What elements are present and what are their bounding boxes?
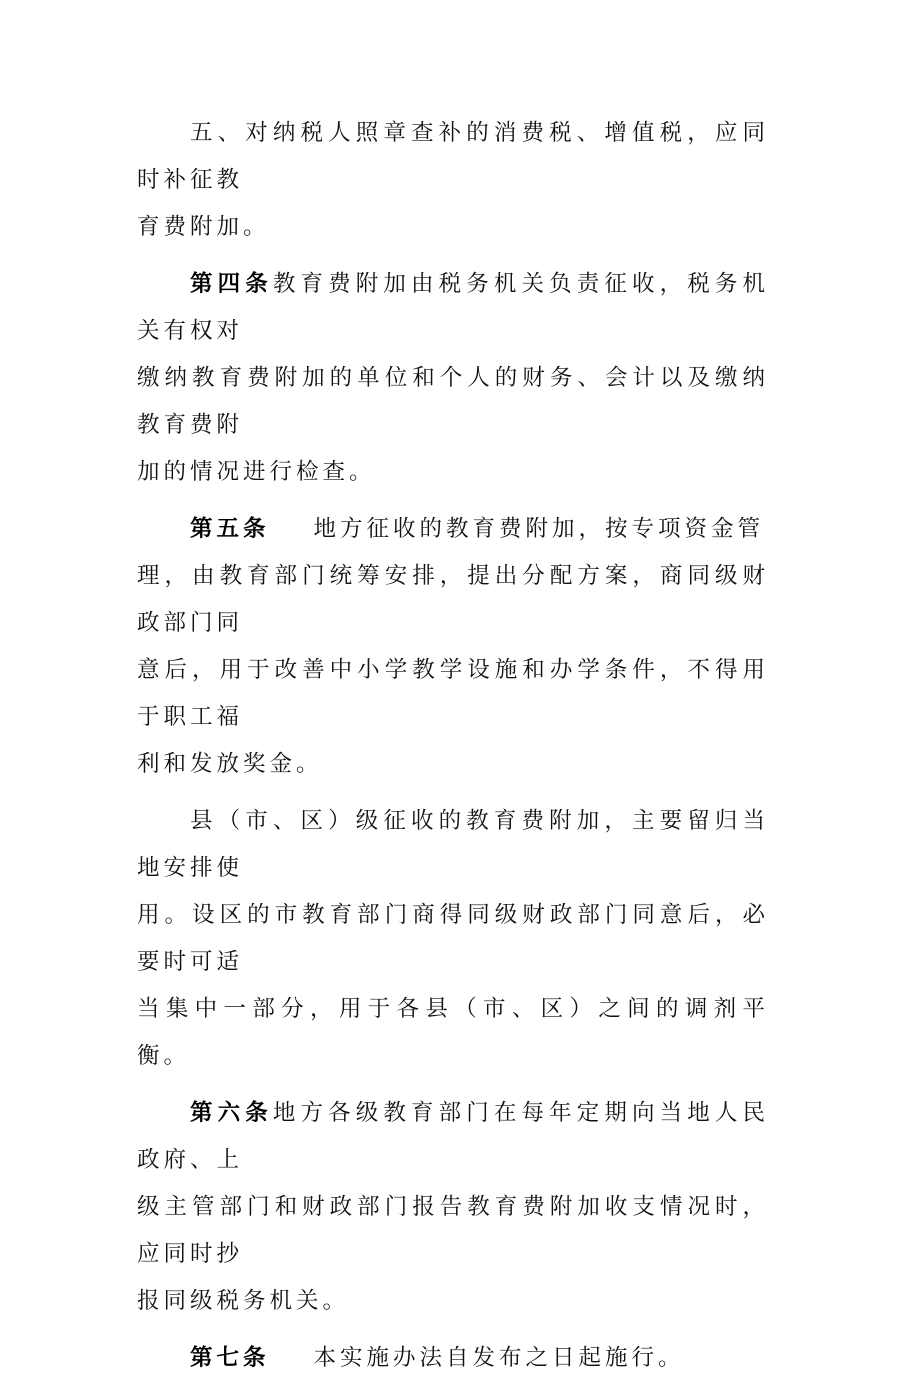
paragraph-line: 意后，用于改善中小学教学设施和办学条件，不得用于职工福 [137,657,769,730]
paragraph-line: 教育费附加由税务机关负责征收，税务机关有权对 [137,271,769,344]
article-5-heading: 第五条 [190,516,270,542]
article-6 [137,1090,769,1325]
paragraph-line: 利和发放奖金。 [137,751,323,777]
paragraph-line: 五、对纳税人照章查补的消费税、增值税，应同时补征教 [137,120,769,193]
paragraph-line: 用。设区的市教育部门商得同级财政部门同意后，必要时可适 [137,902,769,975]
document-body [137,110,769,1392]
paragraph-line: 级主管部门和财政部门报告教育费附加收支情况时，应同时抄 [137,1194,769,1267]
article-5-continued [137,798,769,1080]
paragraph-line: 当集中一部分，用于各县（市、区）之间的调剂平衡。 [137,996,769,1069]
article-4 [137,261,769,496]
article-7-heading: 第七条 [190,1345,270,1371]
article-4-first-line [137,261,769,355]
paragraph-item-5 [137,110,769,251]
paragraph-line: 理，由教育部门统筹安排，提出分配方案，商同级财政部门同 [137,563,769,636]
article-7 [137,1335,769,1382]
article-7-first-line [137,1335,769,1382]
article-5-first-line [137,506,769,553]
paragraph-line: 地方征收的教育费附加，按专项资金管 [313,516,765,542]
paragraph-line: 本实施办法自发布之日起施行。 [313,1345,685,1371]
paragraph-line: 县（市、区）级征收的教育费附加，主要留归当地安排使 [137,808,769,881]
paragraph-line: 加的情况进行检查。 [137,459,376,485]
article-6-first-line [137,1090,769,1184]
paragraph-line: 育费附加。 [137,214,270,240]
article-4-heading: 第四条 [190,271,273,297]
article-5 [137,506,769,788]
article-6-heading: 第六条 [190,1100,273,1126]
paragraph-line: 缴纳教育费附加的单位和个人的财务、会计以及缴纳教育费附 [137,365,769,438]
paragraph-line: 报同级税务机关。 [137,1288,350,1314]
paragraph-line: 地方各级教育部门在每年定期向当地人民政府、上 [137,1100,769,1173]
